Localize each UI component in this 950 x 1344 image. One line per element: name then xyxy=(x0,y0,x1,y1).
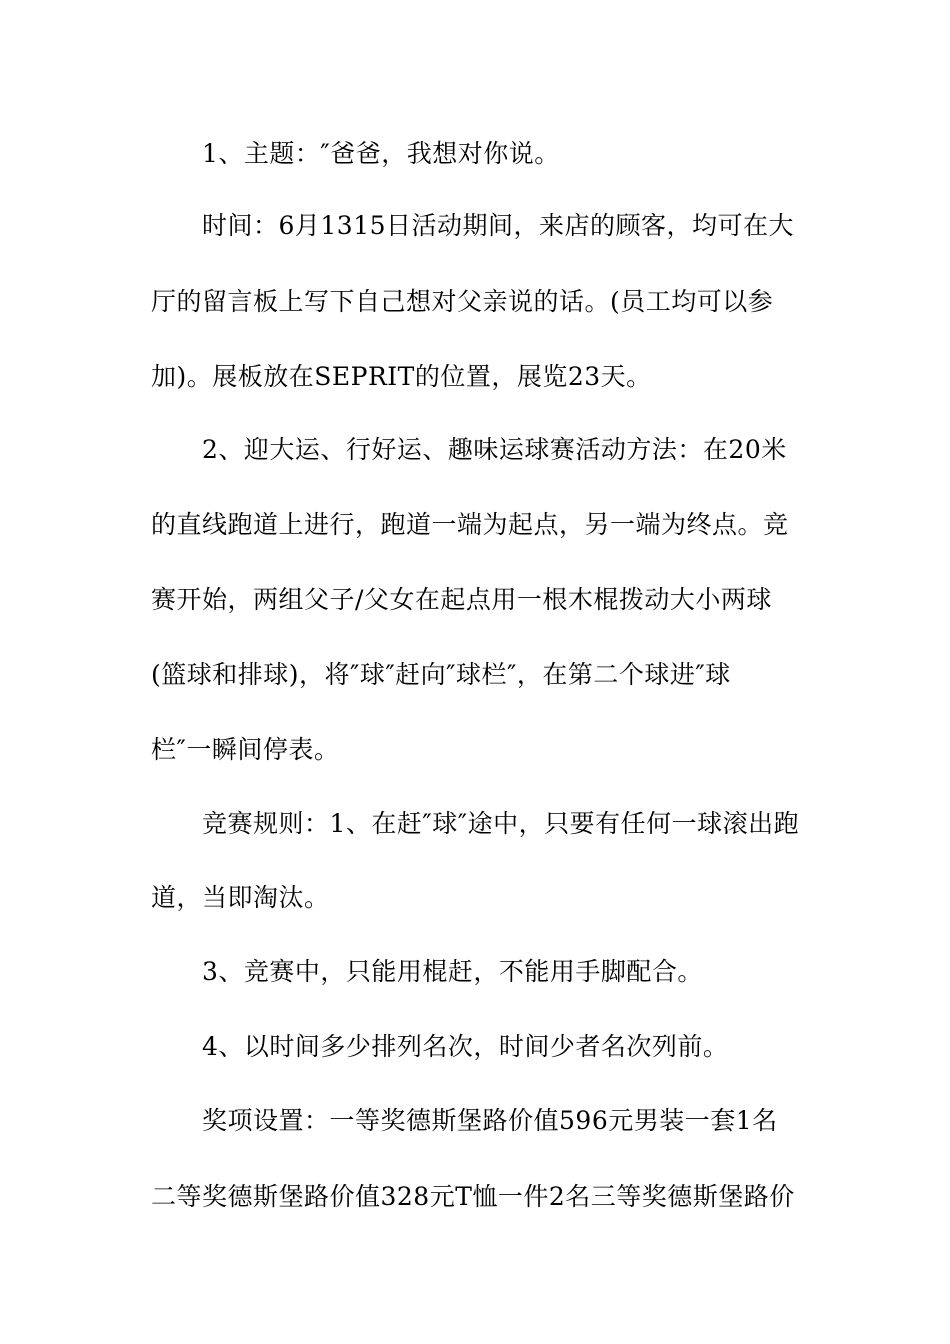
text-line: 时间：6月1315日活动期间，来店的顾客，均可在大 xyxy=(202,211,795,240)
text-line: 的直线跑道上进行，跑道一端为起点，另一端为终点。竞 xyxy=(151,510,789,539)
text-line: 二等奖德斯堡路价值328元T恤一件2名三等奖德斯堡路价 xyxy=(151,1182,795,1211)
text-line: (篮球和排球)，将″球″赶向″球栏″，在第二个球进″球 xyxy=(151,660,731,689)
text-line: 4、以时间多少排列名次，时间少者名次列前。 xyxy=(202,1032,729,1061)
text-line: 栏″一瞬间停表。 xyxy=(151,735,340,764)
text-line: 道，当即淘汰。 xyxy=(151,883,330,912)
text-line: 3、竞赛中，只能用棍赶，不能用手脚配合。 xyxy=(202,957,703,986)
text-line: 厅的留言板上写下自己想对父亲说的话。(员工均可以参 xyxy=(151,287,774,316)
text-line: 竞赛规则：1、在赶″球″途中，只要有任何一球滚出跑 xyxy=(202,809,800,838)
text-line: 奖项设置：一等奖德斯堡路价值596元男装一套1名 xyxy=(202,1106,778,1135)
text-line: 1、主题：″爸爸，我想对你说。 xyxy=(202,139,560,168)
text-line: 加)。展板放在SEPRIT的位置，展览23天。 xyxy=(151,362,652,391)
text-line: 2、迎大运、行好运、趣味运球赛活动方法：在20米 xyxy=(202,435,787,464)
text-line: 赛开始，两组父子/父女在起点用一根木棍拨动大小两球 xyxy=(151,585,772,614)
